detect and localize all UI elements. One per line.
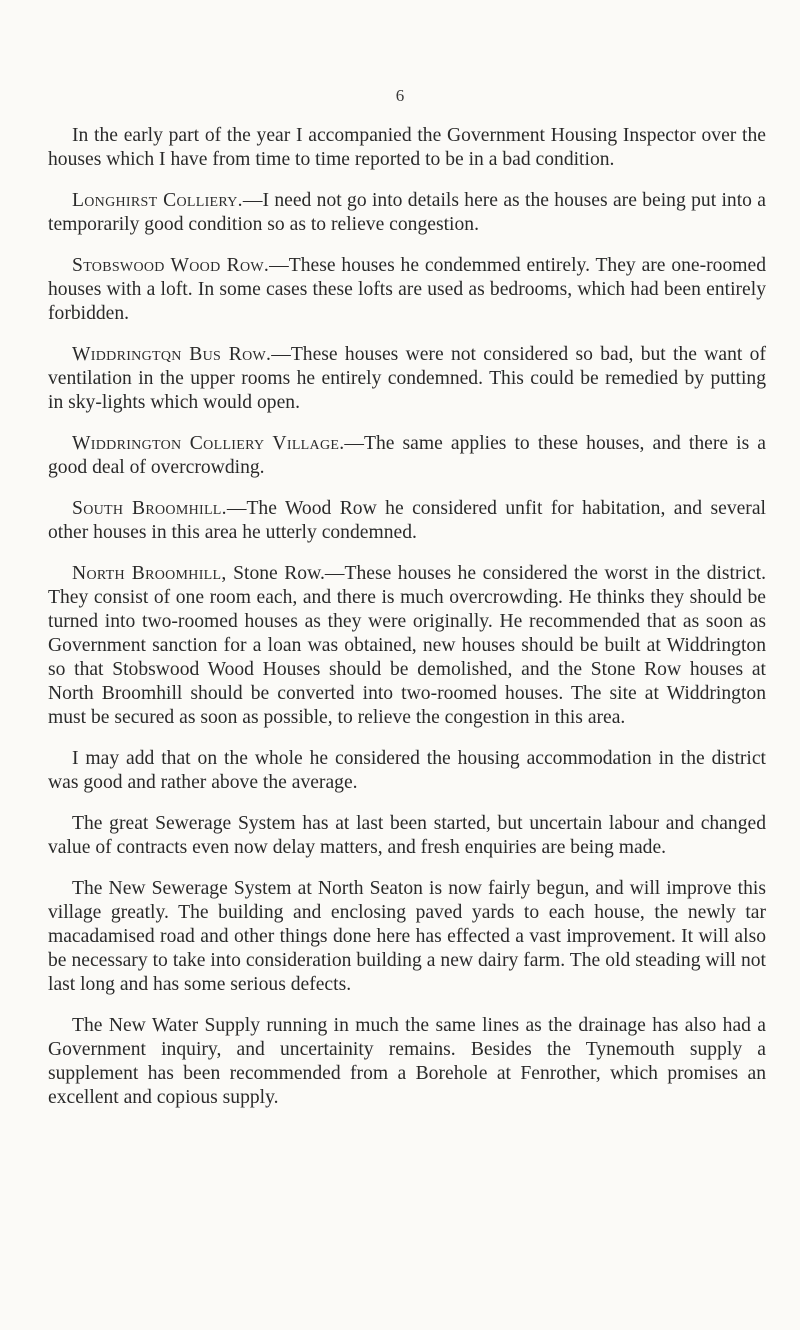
section-heading: Widdrington Colliery Village. (72, 433, 345, 454)
paragraph (48, 877, 766, 997)
paragraph (48, 562, 766, 730)
paragraph (48, 432, 766, 480)
paragraph-text: Stone Row.—These houses he considered the worst in the district. They consist of one room each, and there is much overcrowding. He thinks they should be turned into two-roomed houses as they were originally. He recommended that as soon as Government sanction for a loan was obtained, new houses should be built at Widdrington so that Stobswood Wood Houses should be demolished, and the Stone Row houses at North Broomhill should be converted into two-roomed houses. The site at Widdrington must be secured as soon as possible, to relieve the congestion in this area. (48, 563, 767, 728)
paragraph-text: —The Wood Row he considered unfit for habitation, and several other houses in this area he utterly condemned. (48, 498, 766, 543)
paragraph-text: —The same applies to these houses, and there is a good deal of overcrowding. (48, 433, 766, 478)
paragraph-text: The great Sewerage System has at last been started, but uncertain labour and changed value of contracts even now delay matters, and fresh enquiries are being made. (48, 813, 766, 858)
section-heading: South Broomhill. (72, 498, 227, 519)
paragraph-text: I may add that on the whole he considered the housing accommodation in the district was good and rather above the average. (48, 748, 766, 793)
paragraph (48, 124, 766, 172)
paragraph-text: —These houses were not considered so bad, but the want of ventilation in the upper rooms he entirely condemned. This could be remedied by putting in sky-lights which would open. (48, 344, 766, 413)
paragraph-text: The New Water Supply running in much the same lines as the drainage has also had a Government inquiry, and uncertainity remains. Besides the Tynemouth supply a supplement has been recommended from a Borehole at Fenrother, which promises an excellent and copious supply. (48, 1015, 766, 1108)
paragraph-text: —These houses he condemmed entirely. They are one-roomed houses with a loft. In some cases these lofts are used as bedrooms, which had been entirely forbidden. (48, 255, 767, 324)
page-number: 6 (395, 86, 405, 105)
paragraph (48, 747, 766, 795)
section-heading: Stobswood Wood Row. (72, 255, 270, 276)
paragraph (48, 254, 766, 326)
paragraph-text: The New Sewerage System at North Seaton is now fairly begun, and will improve this village greatly. The building and enclosing paved yards to each house, the newly tar macadamised road and other things done here has effected a vast improvement. It will also be necessary to take into consideration building a new dairy farm. The old steading will not last long and has some serious defects. (48, 878, 766, 995)
paragraph (48, 497, 766, 545)
document-body (48, 124, 766, 1127)
paragraph-text: —I need not go into details here as the houses are being put into a temporarily good condition so as to relieve congestion. (48, 190, 767, 235)
paragraph (48, 1014, 766, 1110)
section-heading: North Broomhill, (72, 563, 227, 584)
section-heading: Longhirst Colliery. (72, 190, 243, 211)
paragraph (48, 812, 766, 860)
paragraph-text: In the early part of the year I accompanied the Government Housing Inspector over the houses which I have from time to time reported to be in a bad condition. (48, 125, 766, 170)
paragraph (48, 189, 766, 237)
paragraph (48, 343, 766, 415)
section-heading: Widdringtqn Bus Row. (72, 344, 272, 365)
